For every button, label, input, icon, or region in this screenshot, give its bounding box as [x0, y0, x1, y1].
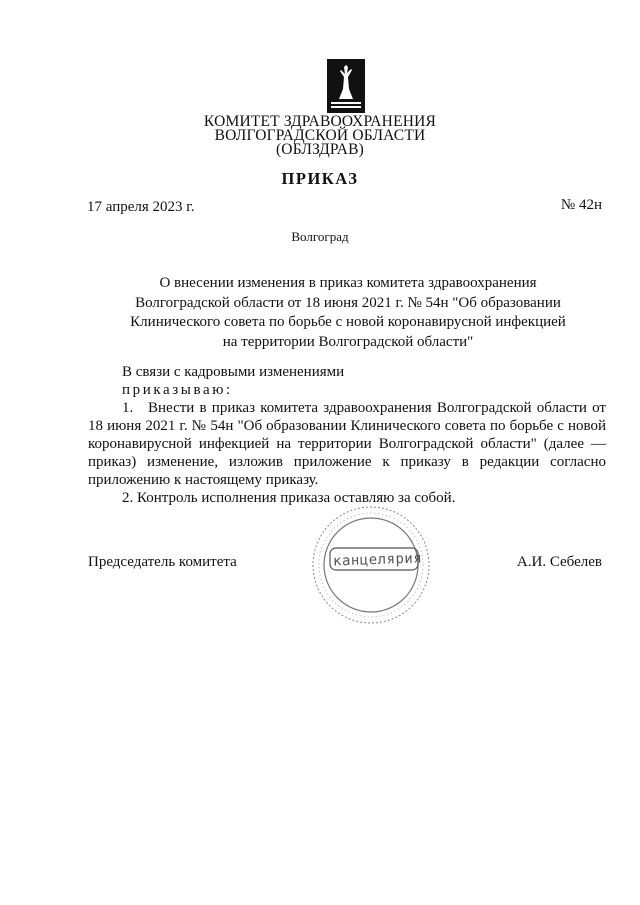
subject-line: Волгоградской области от 18 июня 2021 г. № 54н "Об образовании: [135, 294, 561, 311]
org-name-line1: КОМИТЕТ ЗДРАВООХРАНЕНИЯ: [203, 113, 437, 130]
signer-name: А.И. Себелев: [516, 554, 602, 570]
document-subject: [90, 274, 606, 352]
org-name-short: (ОБЛЗДРАВ): [275, 141, 365, 158]
subject-line: О внесении изменения в приказ комитета здравоохранения: [159, 275, 537, 291]
order-item-2: 2. Контроль исполнения приказа оставляю за собой.: [122, 490, 456, 506]
order-word: приказываю:: [122, 382, 233, 398]
document-city: Волгоград: [291, 229, 349, 244]
document-type-title: ПРИКАЗ: [281, 169, 359, 188]
volgograd-emblem-icon: [327, 59, 365, 113]
item-text: Внести в приказ комитета здравоохранения Волгоградской области от 18 июня 2021 г. № 54н "Об образовании Клинического совета по борьбе с новой коронавирусной инфекцией на территории Волгоградской области" (далее — приказ) изменение, изложив приложение к приказу в редакции согласно приложению к настоящему приказу.: [88, 400, 606, 488]
org-name-line2: ВОЛГОГРАДСКОЙ ОБЛАСТИ: [214, 127, 426, 144]
signer-position: Председатель комитета: [88, 554, 237, 570]
stamp-label: канцелярия: [332, 550, 423, 570]
subject-line: на территории Волгоградской области": [222, 333, 474, 350]
subject-line: Клинического совета по борьбе с новой коронавирусной инфекцией: [130, 314, 566, 330]
document-number: № 42н: [560, 197, 602, 213]
intro-paragraph: В связи с кадровыми изменениями: [122, 364, 345, 380]
item-number: 1.: [122, 400, 134, 416]
order-item-1: [88, 399, 606, 489]
document-date: 17 апреля 2023 г.: [87, 199, 195, 215]
